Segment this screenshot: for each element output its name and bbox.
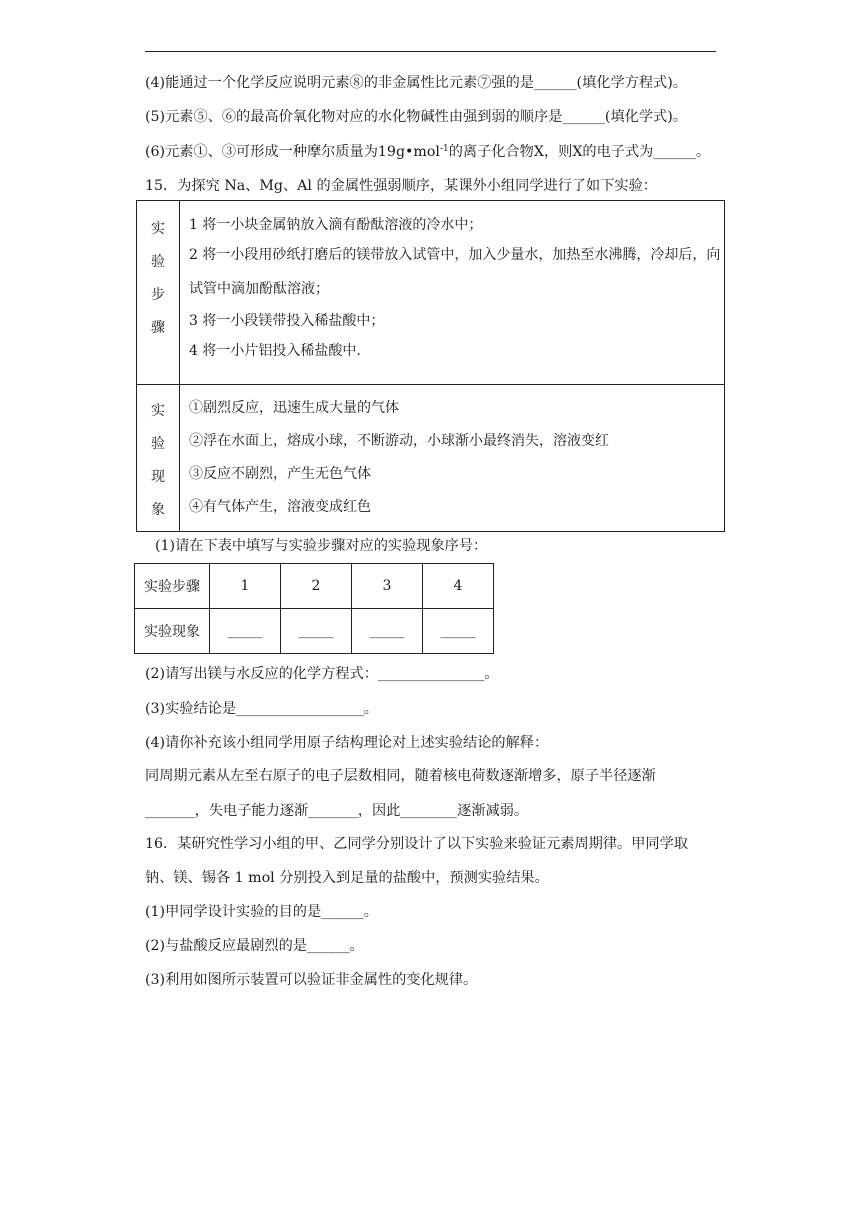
- steps-row: [137, 201, 725, 385]
- q15-sub4: (4)请你补充该小组同学用原子结构理论对上述实验结论的解释：: [145, 735, 549, 751]
- q14-part5: (5)元素⑤、⑥的最高价氧化物对应的水化物碱性由强到弱的顺序是______(填化学式)。: [145, 109, 687, 125]
- answer-table-col-2: 2: [281, 564, 352, 609]
- answer-blank-2[interactable]: _____: [281, 609, 352, 654]
- answer-table-row-phenomena: [135, 609, 494, 654]
- q16-sub3: (3)利用如图所示装置可以验证非金属性的变化规律。: [145, 972, 478, 988]
- answer-table-col-3: 3: [352, 564, 423, 609]
- q16-line1: 16．某研究性学习小组的甲、乙同学分别设计了以下实验来验证元素周期律。甲同学取: [145, 836, 688, 852]
- answer-table: [134, 563, 494, 654]
- step-1: 1 将一小块金属钠放入滴有酚酞溶液的冷水中；: [189, 217, 483, 233]
- steps-header: 实 验 步 骤: [137, 201, 180, 385]
- q15-intro: 15．为探究 Na、Mg、Al 的金属性强弱顺序，某课外小组同学进行了如下实验：: [145, 178, 657, 194]
- q14-part6-sup: -1: [439, 144, 449, 154]
- phenomenon-1: ①剧烈反应，迅速生成大量的气体: [189, 400, 399, 416]
- q16-line2: 钠、镁、锡各 1 mol 分别投入到足量的盐酸中，预测实验结果。: [145, 870, 549, 886]
- q14-part6-pre: (6)元素①、③可形成一种摩尔质量为19g•mol: [145, 144, 440, 160]
- q16-sub2: (2)与盐酸反应最剧烈的是______。: [145, 938, 364, 954]
- q16-sub1: (1)甲同学设计实验的目的是______。: [145, 904, 378, 920]
- q14-part6: [145, 142, 710, 162]
- q15-sub3: (3)实验结论是__________________。: [145, 701, 378, 717]
- q15-sub2: (2)请写出镁与水反应的化学方程式：_______________。: [145, 666, 499, 682]
- step-2: 2 将一小段用砂纸打磨后的镁带放入试管中，加入少量水，加热至水沸腾，冷却后，向试管中滴加酚酞溶液；: [189, 247, 721, 297]
- answer-blank-1[interactable]: _____: [210, 609, 281, 654]
- experiment-table: [136, 200, 725, 532]
- answer-table-col-1: 1: [210, 564, 281, 609]
- step-3: 3 将一小段镁带投入稀盐酸中；: [189, 313, 385, 329]
- phenomena-row: [137, 385, 725, 532]
- answer-table-row-steps: [135, 564, 494, 609]
- phenomenon-4: ④有气体产生，溶液变成红色: [189, 499, 371, 515]
- phenomenon-3: ③反应不剧烈，产生无色气体: [189, 466, 371, 482]
- answer-table-col-4: 4: [423, 564, 494, 609]
- q15-sub4-line2: _______，失电子能力逐渐_______，因此________逐渐减弱。: [145, 803, 529, 819]
- answer-blank-3[interactable]: _____: [352, 609, 423, 654]
- steps-body: [180, 201, 725, 385]
- phenomenon-2: ②浮在水面上，熔成小球，不断游动，小球渐小最终消失，溶液变红: [189, 433, 609, 449]
- answer-table-head-phenomena: 实验现象: [135, 609, 210, 654]
- phenomena-header: 实 验 现 象: [137, 385, 180, 532]
- header-rule: [145, 51, 716, 52]
- q14-part6-post: 的离子化合物X，则X的电子式为______。: [448, 144, 711, 160]
- q15-sub1: (1)请在下表中填写与实验步骤对应的实验现象序号：: [155, 538, 488, 554]
- phenomena-body: [180, 385, 725, 532]
- answer-blank-4[interactable]: _____: [423, 609, 494, 654]
- q14-part4: (4)能通过一个化学反应说明元素⑧的非金属性比元素⑦强的是______(填化学方程式)。: [145, 75, 687, 91]
- step-4: 4 将一小片铝投入稀盐酸中.: [189, 343, 361, 359]
- q15-sub4-line1: 同周期元素从左至右原子的电子层数相同，随着核电荷数逐渐增多，原子半径逐渐: [145, 768, 656, 784]
- answer-table-head-steps: 实验步骤: [135, 564, 210, 609]
